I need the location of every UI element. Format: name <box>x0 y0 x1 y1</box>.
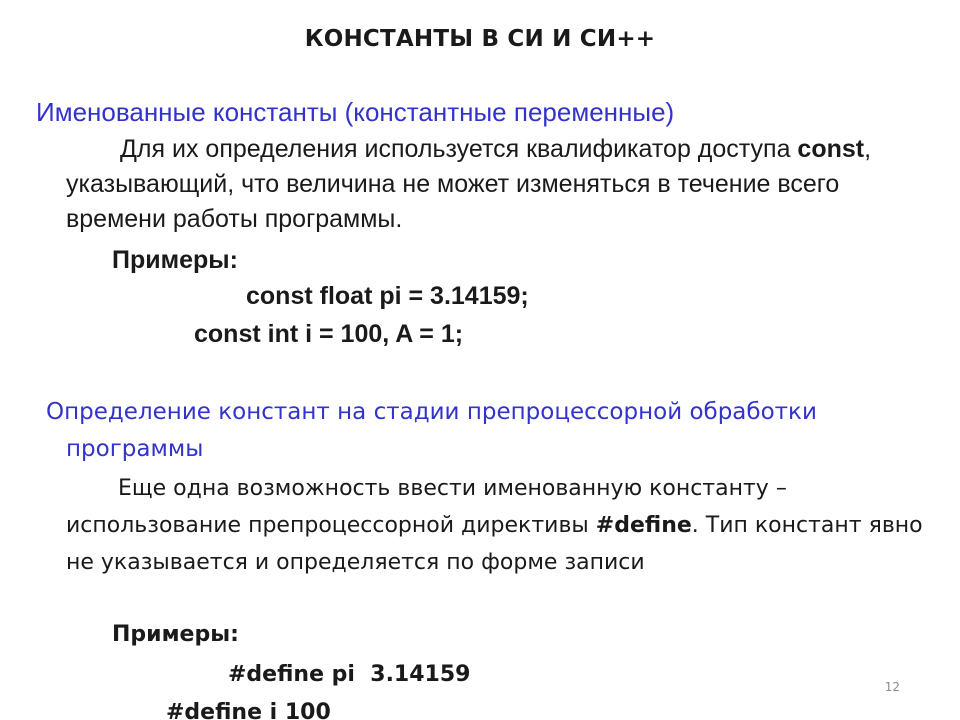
slide-title: КОНСТАНТЫ В СИ И СИ++ <box>304 26 656 52</box>
code-line-define-i: #define i 100 <box>166 700 331 720</box>
heading-line-1: Определение констант на стадии препроцессорной обработки <box>46 399 817 425</box>
heading-line-2: программы <box>66 436 204 462</box>
paragraph-define-description <box>66 470 926 581</box>
code-line-const-float: const float pi = 3.14159; <box>246 282 529 310</box>
keyword-define: #define <box>595 513 692 538</box>
examples-label: Примеры: <box>112 246 238 274</box>
section-heading-preprocessor <box>46 394 926 468</box>
paragraph-text-after: , указывающий, что величина не может изменяться в течение всего времени работы программы. <box>66 135 872 233</box>
code-line-define-pi: #define pi 3.14159 <box>228 662 471 687</box>
section-heading-named-constants: Именованные константы (константные переменные) <box>36 97 675 127</box>
paragraph-const-description <box>66 132 926 237</box>
keyword-const: const <box>797 135 865 163</box>
examples-label-2: Примеры: <box>112 622 239 647</box>
paragraph-text-before: Для их определения используется квалификатор доступа <box>120 135 798 163</box>
code-line-const-int: const int i = 100, A = 1; <box>194 320 464 348</box>
paragraph-text-before: Еще одна возможность ввести именованную константу – использование препроцессорной директивы <box>66 476 787 538</box>
paragraph-text-after: . Тип констант явно не указывается и определяется по форме записи <box>66 513 923 575</box>
page-number: 12 <box>884 680 900 694</box>
